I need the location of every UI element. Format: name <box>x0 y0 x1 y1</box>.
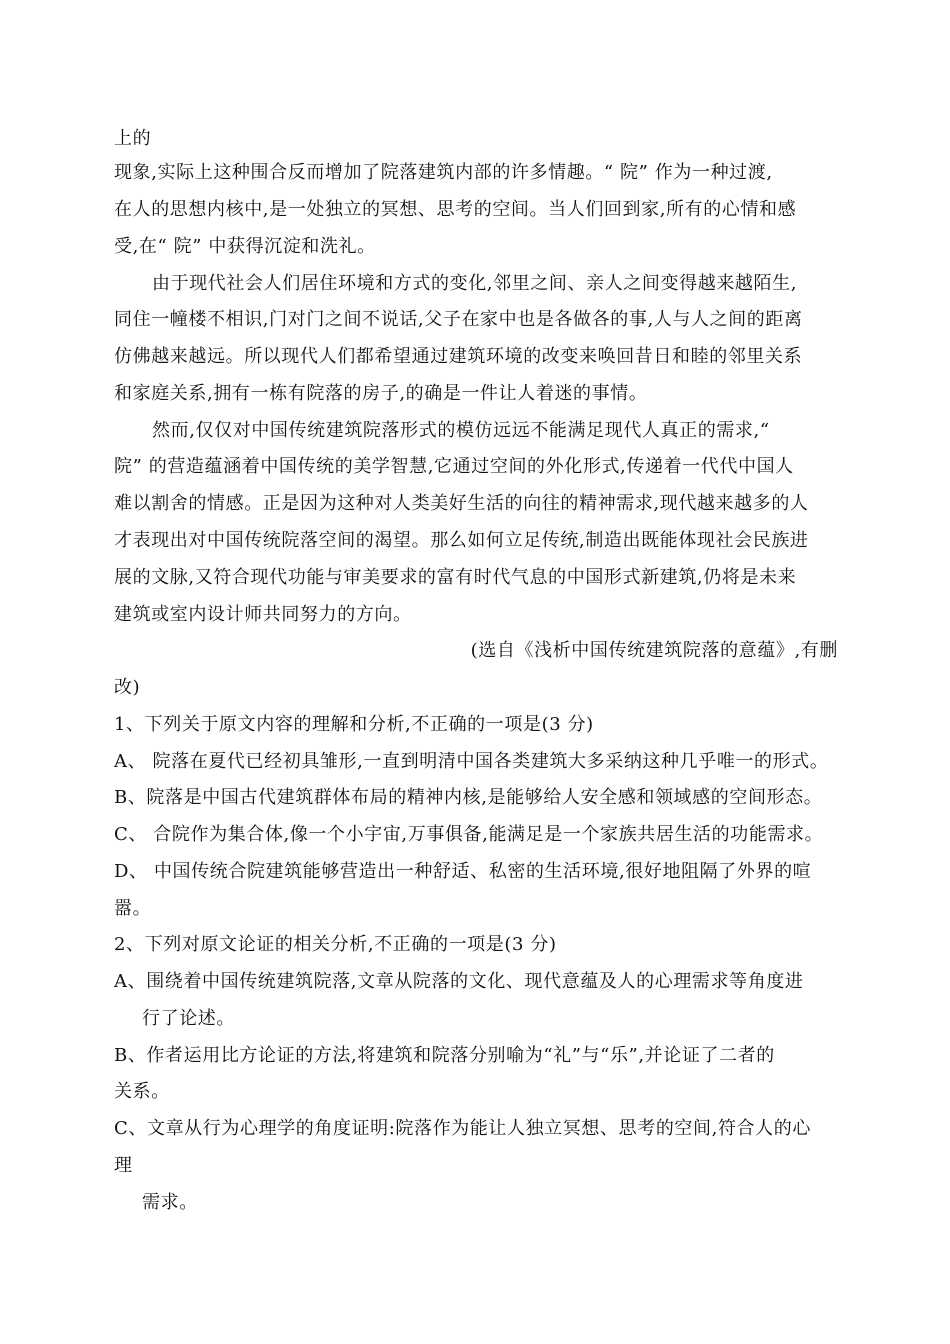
paragraph-start-line: 由于现代社会人们居住环境和方式的变化,邻里之间、亲人之间变得越来越陌生, <box>152 273 798 294</box>
question-1-option-d: D、 中国传统合院建筑能够营造出一种舒适、私密的生活环境,很好地阻隔了外界的喧 <box>114 861 812 882</box>
question-1-option-c: C、 合院作为集合体,像一个小宇宙,万事俱备,能满足是一个家族共居生活的功能需求。 <box>114 824 824 845</box>
question-2-option-c: C、文章从行为心理学的角度证明:院落作为能让人独立冥想、思考的空间,符合人的心 <box>114 1118 811 1139</box>
question-2-option-c-continued: 理 <box>114 1155 133 1176</box>
text-line: 建筑或室内设计师共同努力的方向。 <box>114 604 412 625</box>
source-citation-continued: 改) <box>114 677 141 698</box>
source-citation: (选自《浅析中国传统建筑院落的意蕴》,有删 <box>470 640 838 661</box>
question-1-option-b: B、院落是中国古代建筑群体布局的精神内核,是能够给人安全感和领域感的空间形态。 <box>114 787 823 808</box>
text-line: 才表现出对中国传统院落空间的渴望。那么如何立足传统,制造出既能体现社会民族进 <box>114 530 809 551</box>
question-1-stem: 1、下列关于原文内容的理解和分析,不正确的一项是(3 分) <box>114 714 594 735</box>
text-line: 难以割舍的情感。正是因为这种对人类美好生活的向往的精神需求,现代越来越多的人 <box>114 493 809 514</box>
text-line: 仿佛越来越远。所以现代人们都希望通过建筑环境的改变来唤回昔日和睦的邻里关系 <box>114 346 803 367</box>
text-line: 和家庭关系,拥有一栋有院落的房子,的确是一件让人着迷的事情。 <box>114 383 648 404</box>
question-2-option-a-continued: 行了论述。 <box>142 1008 235 1029</box>
question-2-option-b-continued: 关系。 <box>114 1081 170 1102</box>
question-1-option-d-continued: 嚣。 <box>114 898 152 919</box>
question-2-option-b: B、作者运用比方论证的方法,将建筑和院落分别喻为“礼”与“乐”,并论证了二者的 <box>114 1045 775 1066</box>
question-1-option-a: A、 院落在夏代已经初具雏形,一直到明清中国各类建筑大多采纳这种几乎唯一的形式。 <box>114 751 829 772</box>
text-line: 在人的思想内核中,是一处独立的冥想、思考的空间。当人们回到家,所有的心情和感 <box>114 199 797 220</box>
question-2-stem: 2、下列对原文论证的相关分析,不正确的一项是(3 分) <box>114 934 557 955</box>
text-line: 上的 <box>114 128 152 149</box>
question-2-option-c-continued: 需求。 <box>142 1192 198 1213</box>
text-line: 院” 的营造蕴涵着中国传统的美学智慧,它通过空间的外化形式,传递着一代代中国人 <box>114 456 794 477</box>
text-line: 受,在“ 院” 中获得沉淀和洗礼。 <box>114 236 376 257</box>
text-line: 展的文脉,又符合现代功能与审美要求的富有时代气息的中国形式新建筑,仍将是未来 <box>114 567 797 588</box>
paragraph-start-line: 然而,仅仅对中国传统建筑院落形式的模仿远远不能满足现代人真正的需求,“ <box>152 420 770 441</box>
text-line: 现象,实际上这种围合反而增加了院落建筑内部的许多情趣。“ 院” 作为一种过渡, <box>114 162 773 183</box>
text-line: 同住一幢楼不相识,门对门之间不说话,父子在家中也是各做各的事,人与人之间的距离 <box>114 309 803 330</box>
question-2-option-a: A、围绕着中国传统建筑院落,文章从院落的文化、现代意蕴及人的心理需求等角度进 <box>114 971 804 992</box>
